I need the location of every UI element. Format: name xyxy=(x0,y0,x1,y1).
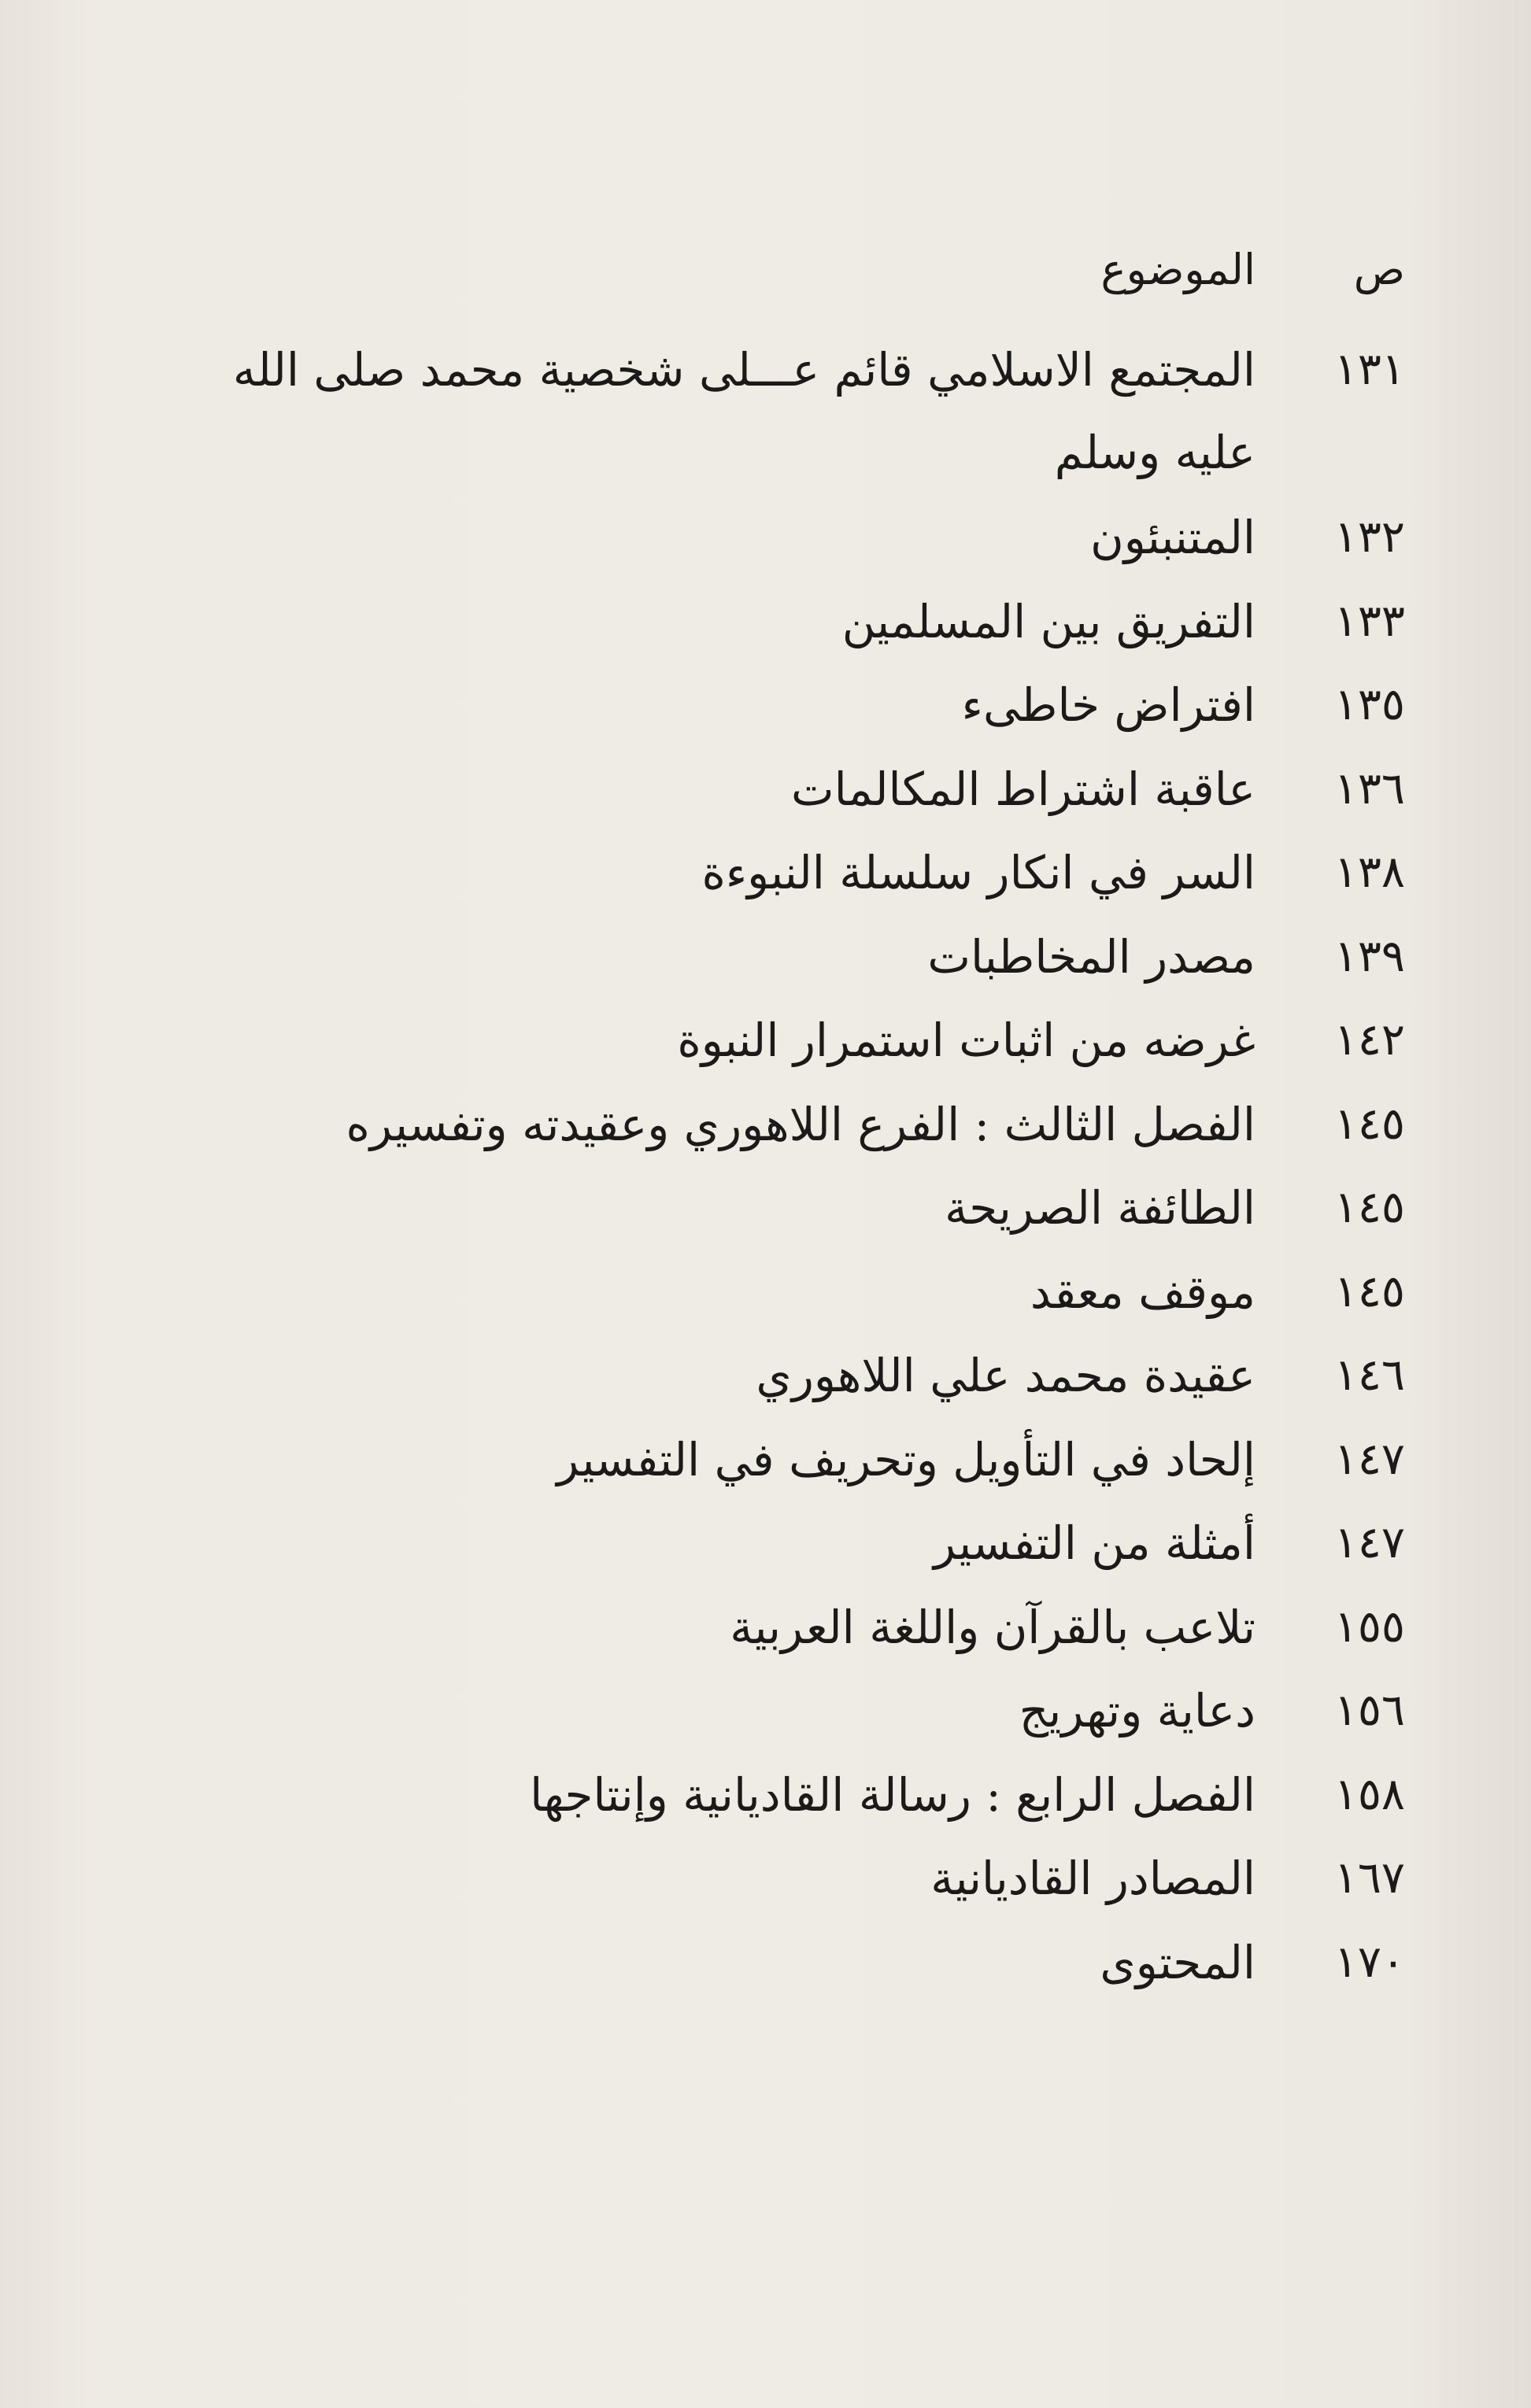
entry-title: افتراض خاطىء xyxy=(961,678,1255,732)
entry-page-number: ١٤٥ xyxy=(1333,1099,1405,1150)
entry-page-number: ١٣٩ xyxy=(1333,931,1405,982)
entry-title: عاقبة اشتراط المكالمات xyxy=(791,763,1255,816)
toc-entry xyxy=(0,750,1531,829)
toc-entry xyxy=(0,1420,1531,1499)
toc-entry xyxy=(0,833,1531,912)
entry-title: غرضه من اثبات استمرار النبوة xyxy=(677,1014,1255,1067)
toc-entry xyxy=(0,1169,1531,1247)
entry-title: التفريق بين المسلمين xyxy=(841,595,1255,648)
toc-entry xyxy=(0,918,1531,996)
entry-page-number: ١٥٨ xyxy=(1333,1769,1405,1820)
toc-entry xyxy=(0,1085,1531,1164)
entry-page-number: ١٤٢ xyxy=(1333,1014,1405,1066)
toc-entry-continuation xyxy=(0,413,1531,492)
entry-title: الفصل الرابع : رسالة القاديانية وإنتاجها xyxy=(530,1768,1255,1822)
entry-title: موقف معقد xyxy=(1030,1265,1255,1319)
entry-page-number: ١٣٥ xyxy=(1333,679,1405,730)
toc-entry xyxy=(0,1504,1531,1583)
entry-title: إلحاد في التأويل وتحريف في التفسير xyxy=(557,1433,1255,1487)
entry-title: الفصل الثالث : الفرع اللاهوري وعقيدته وتفسيره xyxy=(346,1098,1255,1151)
entry-title: الطائفة الصريحة xyxy=(945,1181,1255,1235)
toc-entry xyxy=(0,1839,1531,1918)
entry-title: عقيدة محمد علي اللاهوري xyxy=(756,1349,1255,1402)
toc-header xyxy=(0,231,1531,309)
entry-title: المتنبئون xyxy=(1090,511,1255,564)
entry-page-number: ١٤٥ xyxy=(1333,1182,1405,1233)
entry-title: أمثلة من التفسير xyxy=(934,1516,1255,1570)
entry-title: تلاعب بالقرآن واللغة العربية xyxy=(730,1601,1255,1654)
entry-title: المحتوى xyxy=(1100,1936,1255,1989)
toc-entry xyxy=(0,1756,1531,1834)
entry-page-number: ١٧٠ xyxy=(1333,1937,1405,1988)
toc-entry xyxy=(0,582,1531,661)
toc-entry xyxy=(0,1253,1531,1331)
entry-title: دعاية وتهريج xyxy=(1019,1684,1255,1738)
toc-entry xyxy=(0,1588,1531,1667)
entry-page-number: ١٣٢ xyxy=(1333,512,1405,563)
entry-page-number: ١٤٥ xyxy=(1333,1266,1405,1317)
entry-page-number: ١٥٥ xyxy=(1333,1601,1405,1653)
entry-page-number: ١٣١ xyxy=(1333,344,1405,395)
entry-page-number: ١٤٧ xyxy=(1333,1434,1405,1485)
entry-title: المصادر القاديانية xyxy=(930,1852,1255,1905)
toc-entry xyxy=(0,1336,1531,1415)
toc-entry xyxy=(0,666,1531,744)
entry-page-number: ١٣٨ xyxy=(1333,847,1405,898)
entry-page-number: ١٣٦ xyxy=(1333,763,1405,814)
entry-page-number: ١٦٧ xyxy=(1333,1852,1405,1904)
toc-entry xyxy=(0,498,1531,577)
topic-column-heading: الموضوع xyxy=(1100,245,1255,294)
entry-title: المجتمع الاسلامي قائم عـــلى شخصية محمد صلى الله xyxy=(232,343,1255,397)
page-column-heading: ص xyxy=(1353,245,1405,294)
entry-title: مصدر المخاطبات xyxy=(927,930,1255,984)
toc-entry xyxy=(0,1671,1531,1750)
entry-title-continuation: عليه وسلم xyxy=(1054,426,1255,479)
entry-page-number: ١٤٧ xyxy=(1333,1517,1405,1568)
entry-title: السر في انكار سلسلة النبوءة xyxy=(701,846,1255,899)
entry-page-number: ١٤٦ xyxy=(1333,1350,1405,1401)
entry-page-number: ١٥٦ xyxy=(1333,1685,1405,1736)
toc-entry xyxy=(0,1923,1531,2002)
toc-entry xyxy=(0,331,1531,409)
entry-page-number: ١٣٣ xyxy=(1333,596,1405,647)
toc-entry xyxy=(0,1001,1531,1080)
